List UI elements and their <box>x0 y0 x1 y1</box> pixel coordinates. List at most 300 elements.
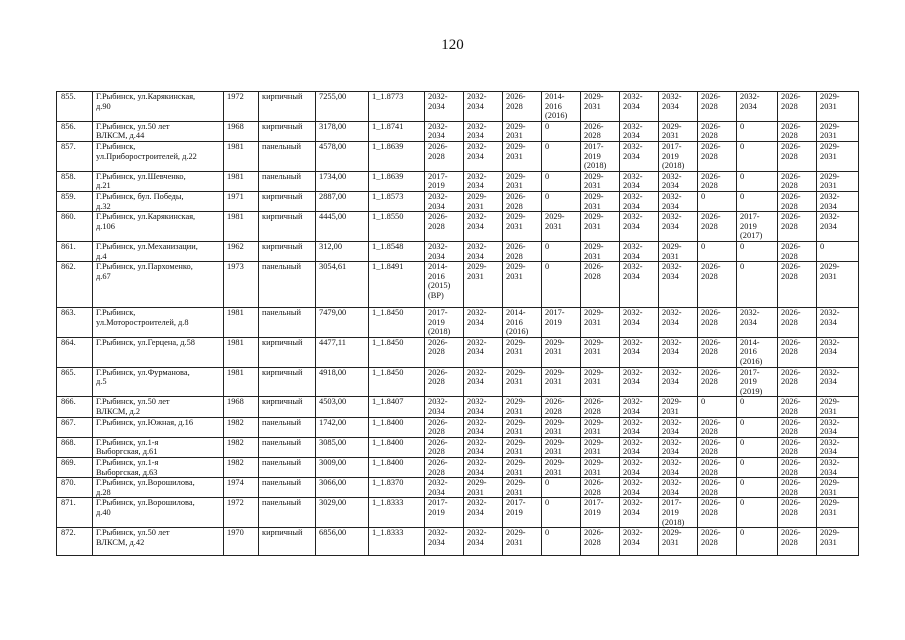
cell-wall-material: панельный <box>259 498 316 528</box>
cell-row-number: 861. <box>57 241 93 261</box>
cell-repair-period-2: 2032- 2034 <box>464 337 503 367</box>
cell-address: Г.Рыбинск, ул.Карякинская, д.90 <box>93 92 224 122</box>
cell-index-code: 1_1.8773 <box>369 92 425 122</box>
cell-repair-period-11: 2029- 2031 <box>817 171 859 191</box>
cell-repair-period-3: 2014- 2016 (2016) <box>503 308 542 338</box>
cell-address: Г.Рыбинск, ул.Герцена, д.58 <box>93 337 224 367</box>
cell-repair-period-9: 2032- 2034 <box>737 308 778 338</box>
cell-repair-period-6: 2032- 2034 <box>620 417 659 437</box>
cell-repair-period-11: 2029- 2031 <box>817 262 859 308</box>
cell-repair-period-6: 2032- 2034 <box>620 308 659 338</box>
cell-repair-period-9: 2017- 2019 (2017) <box>737 212 778 242</box>
cell-repair-period-9: 0 <box>737 498 778 528</box>
cell-repair-period-10: 2026- 2028 <box>778 528 817 556</box>
cell-row-number: 866. <box>57 397 93 417</box>
cell-repair-period-5: 2017- 2019 <box>581 498 620 528</box>
table-row <box>57 337 859 367</box>
cell-repair-period-3: 2026- 2028 <box>503 92 542 122</box>
cell-repair-period-8: 2026- 2028 <box>698 498 737 528</box>
cell-area: 3178,00 <box>316 121 369 141</box>
cell-repair-period-11: 2029- 2031 <box>817 397 859 417</box>
cell-repair-period-2: 2032- 2034 <box>464 417 503 437</box>
cell-area: 6856,00 <box>316 528 369 556</box>
cell-repair-period-3: 2026- 2028 <box>503 191 542 211</box>
table-body <box>57 92 859 556</box>
cell-repair-period-1: 2032- 2034 <box>425 121 464 141</box>
cell-repair-period-1: 2026- 2028 <box>425 212 464 242</box>
cell-row-number: 859. <box>57 191 93 211</box>
cell-index-code: 1_1.8550 <box>369 212 425 242</box>
cell-repair-period-1: 2026- 2028 <box>425 141 464 171</box>
cell-repair-period-4: 0 <box>542 121 581 141</box>
cell-repair-period-7: 2029- 2031 <box>659 121 698 141</box>
cell-repair-period-7: 2032- 2034 <box>659 171 698 191</box>
cell-repair-period-1: 2017- 2019 <box>425 498 464 528</box>
cell-wall-material: кирпичный <box>259 121 316 141</box>
cell-row-number: 855. <box>57 92 93 122</box>
cell-repair-period-4: 2026- 2028 <box>542 397 581 417</box>
cell-repair-period-9: 2017- 2019 (2019) <box>737 367 778 397</box>
cell-build-year: 1972 <box>224 498 259 528</box>
cell-repair-period-10: 2026- 2028 <box>778 141 817 171</box>
cell-address: Г.Рыбинск, ул.Моторостроителей, д.8 <box>93 308 224 338</box>
cell-area: 4477,11 <box>316 337 369 367</box>
cell-repair-period-4: 0 <box>542 191 581 211</box>
cell-address: Г.Рыбинск, ул.50 лет ВЛКСМ, д.42 <box>93 528 224 556</box>
cell-repair-period-6: 2032- 2034 <box>620 528 659 556</box>
cell-repair-period-2: 2029- 2031 <box>464 478 503 498</box>
cell-repair-period-11: 2032- 2034 <box>817 437 859 457</box>
cell-repair-period-8: 2026- 2028 <box>698 141 737 171</box>
cell-repair-period-7: 2032- 2034 <box>659 308 698 338</box>
cell-repair-period-10: 2026- 2028 <box>778 121 817 141</box>
cell-repair-period-5: 2029- 2031 <box>581 437 620 457</box>
cell-repair-period-9: 2014- 2016 (2016) <box>737 337 778 367</box>
cell-repair-period-4: 0 <box>542 241 581 261</box>
cell-index-code: 1_1.8450 <box>369 367 425 397</box>
cell-repair-period-6: 2032- 2034 <box>620 367 659 397</box>
cell-repair-period-1: 2026- 2028 <box>425 417 464 437</box>
cell-repair-period-8: 0 <box>698 397 737 417</box>
cell-repair-period-7: 2032- 2034 <box>659 367 698 397</box>
cell-repair-period-3: 2017- 2019 <box>503 498 542 528</box>
cell-build-year: 1973 <box>224 262 259 308</box>
cell-repair-period-10: 2026- 2028 <box>778 437 817 457</box>
cell-repair-period-5: 2026- 2028 <box>581 397 620 417</box>
cell-repair-period-9: 0 <box>737 241 778 261</box>
cell-repair-period-1: 2032- 2034 <box>425 397 464 417</box>
cell-address: Г.Рыбинск, бул. Победы, д.32 <box>93 191 224 211</box>
cell-repair-period-9: 0 <box>737 262 778 308</box>
cell-index-code: 1_1.8491 <box>369 262 425 308</box>
cell-repair-period-6: 2032- 2034 <box>620 397 659 417</box>
cell-repair-period-11: 2029- 2031 <box>817 141 859 171</box>
cell-repair-period-11: 2032- 2034 <box>817 367 859 397</box>
cell-repair-period-7: 2032- 2034 <box>659 437 698 457</box>
table-row <box>57 397 859 417</box>
cell-index-code: 1_1.8400 <box>369 458 425 478</box>
cell-repair-period-1: 2017- 2019 <box>425 171 464 191</box>
cell-build-year: 1970 <box>224 528 259 556</box>
cell-repair-period-11: 2029- 2031 <box>817 498 859 528</box>
cell-repair-period-9: 0 <box>737 528 778 556</box>
cell-repair-period-3: 2029- 2031 <box>503 262 542 308</box>
cell-row-number: 872. <box>57 528 93 556</box>
cell-repair-period-2: 2032- 2034 <box>464 498 503 528</box>
cell-repair-period-3: 2029- 2031 <box>503 212 542 242</box>
cell-index-code: 1_1.8548 <box>369 241 425 261</box>
cell-repair-period-10: 2026- 2028 <box>778 171 817 191</box>
cell-repair-period-8: 2026- 2028 <box>698 437 737 457</box>
cell-repair-period-8: 2026- 2028 <box>698 337 737 367</box>
cell-repair-period-9: 0 <box>737 191 778 211</box>
cell-row-number: 869. <box>57 458 93 478</box>
cell-repair-period-6: 2032- 2034 <box>620 241 659 261</box>
table-row <box>57 241 859 261</box>
cell-wall-material: кирпичный <box>259 337 316 367</box>
cell-repair-period-1: 2026- 2028 <box>425 337 464 367</box>
cell-repair-period-11: 2029- 2031 <box>817 92 859 122</box>
cell-repair-period-5: 2029- 2031 <box>581 458 620 478</box>
cell-repair-period-7: 2032- 2034 <box>659 212 698 242</box>
cell-area: 4918,00 <box>316 367 369 397</box>
cell-address: Г.Рыбинск, ул.1-я Выборгская, д.63 <box>93 458 224 478</box>
cell-repair-period-7: 2032- 2034 <box>659 262 698 308</box>
cell-repair-period-2: 2032- 2034 <box>464 528 503 556</box>
cell-row-number: 864. <box>57 337 93 367</box>
cell-index-code: 1_1.8450 <box>369 337 425 367</box>
cell-repair-period-9: 0 <box>737 458 778 478</box>
cell-row-number: 867. <box>57 417 93 437</box>
cell-repair-period-11: 2032- 2034 <box>817 308 859 338</box>
cell-repair-period-7: 2029- 2031 <box>659 241 698 261</box>
cell-repair-period-1: 2026- 2028 <box>425 458 464 478</box>
table-row <box>57 528 859 556</box>
cell-repair-period-1: 2026- 2028 <box>425 437 464 457</box>
cell-repair-period-1: 2014- 2016 (2015) (ВР) <box>425 262 464 308</box>
cell-area: 7255,00 <box>316 92 369 122</box>
cell-repair-period-1: 2032- 2034 <box>425 528 464 556</box>
cell-area: 3066,00 <box>316 478 369 498</box>
cell-repair-period-9: 0 <box>737 171 778 191</box>
cell-wall-material: панельный <box>259 417 316 437</box>
cell-index-code: 1_1.8573 <box>369 191 425 211</box>
cell-repair-period-8: 2026- 2028 <box>698 367 737 397</box>
cell-repair-period-4: 0 <box>542 171 581 191</box>
cell-repair-period-6: 2032- 2034 <box>620 171 659 191</box>
cell-build-year: 1962 <box>224 241 259 261</box>
cell-repair-period-3: 2029- 2031 <box>503 337 542 367</box>
cell-repair-period-6: 2032- 2034 <box>620 212 659 242</box>
cell-repair-period-7: 2032- 2034 <box>659 92 698 122</box>
cell-area: 4445,00 <box>316 212 369 242</box>
cell-address: Г.Рыбинск, ул.Ворошилова, д.28 <box>93 478 224 498</box>
cell-repair-period-6: 2032- 2034 <box>620 92 659 122</box>
cell-repair-period-8: 2026- 2028 <box>698 121 737 141</box>
cell-wall-material: кирпичный <box>259 367 316 397</box>
cell-area: 3009,00 <box>316 458 369 478</box>
cell-repair-period-3: 2029- 2031 <box>503 437 542 457</box>
cell-repair-period-8: 2026- 2028 <box>698 417 737 437</box>
cell-repair-period-4: 0 <box>542 262 581 308</box>
cell-repair-period-10: 2026- 2028 <box>778 498 817 528</box>
table-row <box>57 498 859 528</box>
cell-repair-period-1: 2032- 2034 <box>425 478 464 498</box>
cell-repair-period-10: 2026- 2028 <box>778 212 817 242</box>
cell-repair-period-10: 2026- 2028 <box>778 92 817 122</box>
cell-repair-period-9: 0 <box>737 121 778 141</box>
cell-repair-period-6: 2032- 2034 <box>620 498 659 528</box>
cell-index-code: 1_1.8400 <box>369 437 425 457</box>
cell-repair-period-1: 2032- 2034 <box>425 191 464 211</box>
cell-index-code: 1_1.8450 <box>369 308 425 338</box>
cell-row-number: 870. <box>57 478 93 498</box>
cell-address: Г.Рыбинск, ул.Шевченко, д.21 <box>93 171 224 191</box>
cell-index-code: 1_1.8639 <box>369 171 425 191</box>
cell-repair-period-7: 2032- 2034 <box>659 337 698 367</box>
cell-index-code: 1_1.8407 <box>369 397 425 417</box>
cell-build-year: 1981 <box>224 141 259 171</box>
cell-repair-period-10: 2026- 2028 <box>778 191 817 211</box>
cell-repair-period-6: 2032- 2034 <box>620 121 659 141</box>
cell-repair-period-5: 2029- 2031 <box>581 241 620 261</box>
cell-repair-period-7: 2032- 2034 <box>659 478 698 498</box>
table-row <box>57 417 859 437</box>
cell-repair-period-3: 2029- 2031 <box>503 367 542 397</box>
cell-address: Г.Рыбинск, ул.50 лет ВЛКСМ, д.2 <box>93 397 224 417</box>
cell-repair-period-4: 2029- 2031 <box>542 458 581 478</box>
cell-repair-period-10: 2026- 2028 <box>778 397 817 417</box>
cell-wall-material: кирпичный <box>259 397 316 417</box>
cell-area: 3085,00 <box>316 437 369 457</box>
cell-row-number: 863. <box>57 308 93 338</box>
cell-address: Г.Рыбинск, ул.Фурманова, д.5 <box>93 367 224 397</box>
cell-area: 3029,00 <box>316 498 369 528</box>
cell-repair-period-6: 2032- 2034 <box>620 262 659 308</box>
cell-wall-material: кирпичный <box>259 212 316 242</box>
cell-wall-material: кирпичный <box>259 241 316 261</box>
cell-repair-period-4: 2029- 2031 <box>542 212 581 242</box>
table-row <box>57 92 859 122</box>
cell-repair-period-7: 2017- 2019 (2018) <box>659 141 698 171</box>
cell-repair-period-10: 2026- 2028 <box>778 337 817 367</box>
table-row <box>57 121 859 141</box>
cell-row-number: 858. <box>57 171 93 191</box>
cell-repair-period-4: 2017- 2019 <box>542 308 581 338</box>
cell-address: Г.Рыбинск, ул.Карякинская, д.106 <box>93 212 224 242</box>
cell-address: Г.Рыбинск, ул.50 лет ВЛКСМ, д.44 <box>93 121 224 141</box>
cell-repair-period-2: 2032- 2034 <box>464 141 503 171</box>
cell-repair-period-2: 2032- 2034 <box>464 121 503 141</box>
cell-repair-period-4: 2029- 2031 <box>542 437 581 457</box>
cell-wall-material: панельный <box>259 478 316 498</box>
cell-repair-period-7: 2032- 2034 <box>659 458 698 478</box>
cell-repair-period-5: 2029- 2031 <box>581 92 620 122</box>
cell-row-number: 862. <box>57 262 93 308</box>
cell-area: 3054,61 <box>316 262 369 308</box>
cell-repair-period-11: 2029- 2031 <box>817 121 859 141</box>
cell-row-number: 857. <box>57 141 93 171</box>
cell-repair-period-3: 2029- 2031 <box>503 397 542 417</box>
cell-repair-period-10: 2026- 2028 <box>778 367 817 397</box>
table-row <box>57 171 859 191</box>
cell-repair-period-5: 2029- 2031 <box>581 191 620 211</box>
cell-repair-period-4: 2014- 2016 (2016) <box>542 92 581 122</box>
cell-repair-period-9: 0 <box>737 437 778 457</box>
cell-build-year: 1981 <box>224 212 259 242</box>
table-row <box>57 458 859 478</box>
cell-repair-period-8: 2026- 2028 <box>698 262 737 308</box>
cell-build-year: 1982 <box>224 417 259 437</box>
table-row <box>57 212 859 242</box>
cell-repair-period-11: 0 <box>817 241 859 261</box>
cell-repair-period-1: 2017- 2019 (2018) <box>425 308 464 338</box>
cell-row-number: 871. <box>57 498 93 528</box>
cell-area: 1734,00 <box>316 171 369 191</box>
table-row <box>57 308 859 338</box>
cell-build-year: 1972 <box>224 92 259 122</box>
cell-row-number: 856. <box>57 121 93 141</box>
cell-index-code: 1_1.8400 <box>369 417 425 437</box>
cell-address: Г.Рыбинск, ул.Южная, д.16 <box>93 417 224 437</box>
cell-repair-period-11: 2032- 2034 <box>817 337 859 367</box>
cell-build-year: 1981 <box>224 308 259 338</box>
table-row <box>57 141 859 171</box>
cell-repair-period-6: 2032- 2034 <box>620 337 659 367</box>
cell-repair-period-10: 2026- 2028 <box>778 478 817 498</box>
table-row <box>57 367 859 397</box>
cell-repair-period-5: 2029- 2031 <box>581 212 620 242</box>
cell-repair-period-2: 2032- 2034 <box>464 171 503 191</box>
cell-build-year: 1981 <box>224 171 259 191</box>
cell-build-year: 1981 <box>224 337 259 367</box>
cell-repair-period-2: 2032- 2034 <box>464 367 503 397</box>
cell-repair-period-2: 2032- 2034 <box>464 458 503 478</box>
cell-area: 7479,00 <box>316 308 369 338</box>
cell-repair-period-4: 2029- 2031 <box>542 337 581 367</box>
cell-repair-period-1: 2032- 2034 <box>425 92 464 122</box>
cell-area: 4503,00 <box>316 397 369 417</box>
cell-repair-period-5: 2029- 2031 <box>581 171 620 191</box>
cell-repair-period-2: 2032- 2034 <box>464 92 503 122</box>
housing-repair-schedule-table <box>56 91 859 556</box>
cell-repair-period-2: 2032- 2034 <box>464 437 503 457</box>
cell-repair-period-3: 2029- 2031 <box>503 121 542 141</box>
cell-repair-period-8: 0 <box>698 191 737 211</box>
cell-repair-period-8: 0 <box>698 241 737 261</box>
cell-index-code: 1_1.8333 <box>369 498 425 528</box>
cell-repair-period-4: 2029- 2031 <box>542 367 581 397</box>
cell-repair-period-6: 2032- 2034 <box>620 191 659 211</box>
cell-repair-period-5: 2029- 2031 <box>581 367 620 397</box>
cell-repair-period-5: 2029- 2031 <box>581 308 620 338</box>
cell-repair-period-2: 2029- 2031 <box>464 262 503 308</box>
cell-repair-period-4: 0 <box>542 478 581 498</box>
cell-repair-period-8: 2026- 2028 <box>698 92 737 122</box>
cell-repair-period-3: 2029- 2031 <box>503 458 542 478</box>
cell-repair-period-2: 2032- 2034 <box>464 241 503 261</box>
cell-address: Г.Рыбинск, ул.Пархоменко, д.67 <box>93 262 224 308</box>
cell-row-number: 868. <box>57 437 93 457</box>
cell-repair-period-3: 2029- 2031 <box>503 478 542 498</box>
cell-repair-period-8: 2026- 2028 <box>698 212 737 242</box>
cell-build-year: 1971 <box>224 191 259 211</box>
cell-repair-period-5: 2026- 2028 <box>581 478 620 498</box>
cell-area: 312,00 <box>316 241 369 261</box>
cell-repair-period-8: 2026- 2028 <box>698 528 737 556</box>
cell-repair-period-8: 2026- 2028 <box>698 308 737 338</box>
cell-repair-period-11: 2032- 2034 <box>817 458 859 478</box>
cell-repair-period-11: 2029- 2031 <box>817 528 859 556</box>
cell-area: 1742,00 <box>316 417 369 437</box>
cell-repair-period-7: 2032- 2034 <box>659 417 698 437</box>
cell-repair-period-9: 0 <box>737 397 778 417</box>
page-number: 120 <box>441 37 464 53</box>
cell-wall-material: панельный <box>259 458 316 478</box>
cell-wall-material: кирпичный <box>259 92 316 122</box>
cell-repair-period-10: 2026- 2028 <box>778 308 817 338</box>
cell-repair-period-7: 2029- 2031 <box>659 397 698 417</box>
cell-repair-period-3: 2029- 2031 <box>503 528 542 556</box>
cell-repair-period-4: 2029- 2031 <box>542 417 581 437</box>
cell-repair-period-8: 2026- 2028 <box>698 478 737 498</box>
cell-repair-period-9: 0 <box>737 417 778 437</box>
cell-repair-period-2: 2032- 2034 <box>464 397 503 417</box>
cell-repair-period-5: 2026- 2028 <box>581 528 620 556</box>
cell-repair-period-3: 2029- 2031 <box>503 171 542 191</box>
cell-build-year: 1974 <box>224 478 259 498</box>
cell-wall-material: кирпичный <box>259 191 316 211</box>
cell-build-year: 1968 <box>224 397 259 417</box>
cell-repair-period-10: 2026- 2028 <box>778 417 817 437</box>
cell-repair-period-1: 2026- 2028 <box>425 367 464 397</box>
cell-repair-period-4: 0 <box>542 141 581 171</box>
cell-wall-material: панельный <box>259 308 316 338</box>
cell-repair-period-6: 2032- 2034 <box>620 478 659 498</box>
cell-repair-period-3: 2029- 2031 <box>503 141 542 171</box>
cell-repair-period-9: 0 <box>737 141 778 171</box>
table-row <box>57 262 859 308</box>
cell-index-code: 1_1.8333 <box>369 528 425 556</box>
cell-repair-period-4: 0 <box>542 498 581 528</box>
cell-repair-period-6: 2032- 2034 <box>620 141 659 171</box>
cell-repair-period-9: 2032- 2034 <box>737 92 778 122</box>
cell-repair-period-1: 2032- 2034 <box>425 241 464 261</box>
table-row <box>57 191 859 211</box>
cell-repair-period-5: 2029- 2031 <box>581 417 620 437</box>
cell-repair-period-5: 2017- 2019 (2018) <box>581 141 620 171</box>
cell-repair-period-9: 0 <box>737 478 778 498</box>
cell-build-year: 1982 <box>224 437 259 457</box>
cell-build-year: 1968 <box>224 121 259 141</box>
cell-index-code: 1_1.8741 <box>369 121 425 141</box>
cell-row-number: 860. <box>57 212 93 242</box>
cell-repair-period-2: 2032- 2034 <box>464 212 503 242</box>
cell-repair-period-10: 2026- 2028 <box>778 458 817 478</box>
cell-row-number: 865. <box>57 367 93 397</box>
cell-repair-period-5: 2026- 2028 <box>581 262 620 308</box>
cell-repair-period-11: 2032- 2034 <box>817 191 859 211</box>
cell-repair-period-10: 2026- 2028 <box>778 262 817 308</box>
cell-wall-material: панельный <box>259 171 316 191</box>
table-row <box>57 437 859 457</box>
cell-wall-material: панельный <box>259 141 316 171</box>
cell-repair-period-4: 0 <box>542 528 581 556</box>
cell-area: 4578,00 <box>316 141 369 171</box>
cell-address: Г.Рыбинск, ул.Механизации, д.4 <box>93 241 224 261</box>
cell-repair-period-10: 2026- 2028 <box>778 241 817 261</box>
cell-repair-period-3: 2029- 2031 <box>503 417 542 437</box>
